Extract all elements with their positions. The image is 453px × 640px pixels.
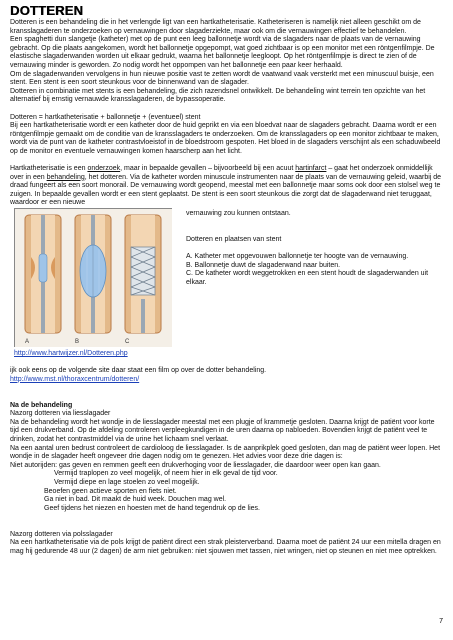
- panel-label-a: A: [25, 339, 30, 346]
- spacer: [10, 393, 444, 402]
- spacer: [10, 105, 444, 114]
- panel-c-artery: [125, 215, 161, 333]
- caption-a: A. Katheter met opgevouwen ballonnetje ter hoogte van de vernauwing.: [186, 253, 409, 261]
- aftercare-paragraph-1: Na de behandeling wordt het wondje in de liesslagader meestal met een plugje of krammetje gesloten. Daarna krijgt de patiënt voor korte tijd een drukverband. Op de afdeling controleren verpleegkundigen in de uren daarna op nabloeden. Bovendien krijgt de patiënt veel te drinken, zodat het contrastmiddel via de urine het lichaam snel verlaat.: [10, 418, 435, 443]
- video-link-line: [10, 376, 444, 385]
- formula-line: Dotteren = hartkatheterisatie + ballonnetje + (eventueel) stent: [10, 113, 201, 121]
- advice-item: Vermijd traplopen zo veel mogelijk, of neem hier in elk geval de tijd voor.: [54, 470, 278, 478]
- subheading-groin: Nazorg dotteren via liesslagader: [10, 410, 111, 418]
- aftercare-paragraph-2: Na een aantal uren bedrust controleert de cardioloog de liesslagader. Is de aanprikplek goed gesloten, dan mag de patiënt weer lopen. Het wondje in de slagader heeft ongeveer drie dagen nodig om te genezen. Het advies voor deze drie dagen is:: [10, 444, 441, 461]
- catheterisation-paragraph: [10, 165, 444, 208]
- link-behandeling[interactable]: behandeling: [46, 173, 85, 181]
- stent-mesh: [131, 247, 155, 295]
- advice-item: Beoefen geen actieve sporten en fiets niet.: [44, 487, 177, 495]
- section-heading-aftercare: Na de behandeling: [10, 401, 73, 409]
- dotter-illustration: [14, 208, 172, 347]
- mst-link[interactable]: http://www.mst.nl/thoraxcentrum/dotteren/: [10, 375, 140, 383]
- figure-row: [10, 208, 444, 347]
- video-hint: ijk ook eens op de volgende site daar staat een film op over de dotter behandeling.: [10, 367, 267, 375]
- aftercare-paragraph-4: Na een hartkatheterisatie via de pols krijgt de patiënt direct een strak pleisterverband. Daarna moet de patiënt 24 uur een mitella dragen en mag hij gedurende 48 uur (2 dagen) de arm niet gebruiken: niet sjouwen met tassen, niet wringen, niet op steunen en niet mee optrekken.: [10, 539, 441, 555]
- panel-label-c: C: [125, 339, 130, 346]
- caption-continued-text: vernauwing zou kunnen ontstaan.: [186, 210, 291, 218]
- aftercare-paragraph-3: Niet autorijden: gas geven en remmen geeft een drukverhoging voor de liesslagader, die daardoor weer open kan gaan.: [10, 461, 381, 469]
- text-run: , maar in bepaalde gevallen – bijvoorbeeld bij een acuut: [120, 165, 296, 173]
- caption-c: C. De katheter wordt weggetrokken en een stent houdt de slagaderwanden uit elkaar.: [186, 270, 429, 286]
- advice-item: Geef tijdens het niezen en hoesten met de hand tegendruk op de lies.: [44, 504, 260, 512]
- spacer: [10, 522, 444, 531]
- figure-source: [14, 350, 444, 359]
- spacer: [10, 384, 444, 393]
- text-run: , het dotteren. Via de katheter worden minuscule instrumenten naar de plaats van de vernauwing geleid, waarbij de draad fungeert als een soort monorail. De vernauwing wordt geopend, meestal met een ballonnetje maar soms ook door een stolsel weg te zuigen. In bepaalde gevallen wordt er een stent geplaatst. De stent is een soort steunkous die zorgt dat de slagaderwand niet teruggaat, waardoor er een nieuwe: [10, 173, 442, 207]
- artery-illustration-svg: [15, 209, 172, 347]
- caption-b: B. Ballonnetje duwt de slagaderwand naar buiten.: [186, 261, 341, 269]
- page-title: DOTTEREN: [10, 3, 84, 18]
- spacer: [186, 219, 436, 228]
- intro-paragraph-3: Om de slagaderwanden vervolgens in hun nieuwe positie vast te zetten wordt de vaatwand vaak versterkt met een minuscuul buisje, een stent. Een stent is een soort steunkous voor de binnenwand van de slagader.: [10, 70, 434, 87]
- intro-paragraph-2: Een spaghetti dun slangetje (katheter) met op de punt een leeg ballonnetje wordt via de slagaders naar de plaats van de vernauwing gebracht. Op die plaats aangekomen, wordt het ballonnetje opgepompt, wat goed zichtbaar is op een monitor met een röntgenfilmpje. De elastische slagaderwanden worden uit elkaar gedrukt, waarna het ballonnetje leegloopt. Op het röntgenfilmpje is direct te zien of de vernauwing minder is geworden. Zo nodig wordt het oppompen van het ballonnetje een paar keer herhaald.: [10, 36, 435, 69]
- intro-paragraph-5: Bij een hartkatheterisatie wordt er een katheter door de huid geprikt en via een bloedvat naar de slagaders gebracht. Daarna wordt er een röntgenfilmpje gemaakt om de conditie van de kransslagaders te onderzoeken. Om de kransslagaders op een monitor zichtbaar te maken, wordt via de punt van de katheter contrastvloeistof in de bloedstroom gespoten. Het bloed in de slagaders verschijnt als een schaduwbeeld op de monitor en eventuele vernauwingen komen haarscherp aan het licht.: [10, 122, 441, 155]
- spacer: [10, 157, 444, 166]
- panel-label-b: B: [75, 339, 80, 346]
- figure-caption: [186, 208, 436, 287]
- subheading-wrist: Nazorg dotteren via polsslagader: [10, 530, 113, 538]
- spacer: [186, 244, 436, 253]
- hartwijzer-link[interactable]: http://www.hartwijzer.nl/Dotteren.php: [14, 350, 128, 358]
- spacer: [10, 359, 444, 368]
- panel-b-artery: [75, 215, 111, 333]
- page-number: 7: [439, 618, 443, 626]
- intro-paragraph-4: Dotteren in combinatie met stents is een behandeling, die zich razendsnel ontwikkelt. De behandeling wint terrein ten opzichte van het alternatief bij ernstig vernauwde kransslagaderen, de bypassoperatie.: [10, 87, 426, 104]
- spacer: [10, 513, 444, 522]
- text-run: Hartkatheterisatie is een: [10, 165, 88, 173]
- advice-item: Vermijd diepe en lage stoelen zo veel mogelijk.: [54, 478, 200, 486]
- intro-paragraph-1: Dotteren is een behandeling die in het verlengde ligt van een hartkatheterisatie. Katheteriseren is namelijk niet alleen geschikt om de kransslagaderen te onderzoeken op vernauwingen door slagaderziekte, maar ook om die vernauwingen effectief te behandelen.: [10, 19, 421, 35]
- link-hartinfarct[interactable]: hartinfarct: [295, 165, 327, 173]
- panel-a-artery: [25, 215, 61, 333]
- spacer: [186, 227, 436, 236]
- caption-title: Dotteren en plaatsen van stent: [186, 235, 282, 243]
- link-onderzoek[interactable]: onderzoek: [87, 165, 121, 173]
- advice-item: Ga niet in bad. Dit maakt de huid week. Douchen mag wel.: [44, 496, 227, 504]
- text-run: – gaat het onderzoek onmiddellijk over in een: [10, 165, 433, 181]
